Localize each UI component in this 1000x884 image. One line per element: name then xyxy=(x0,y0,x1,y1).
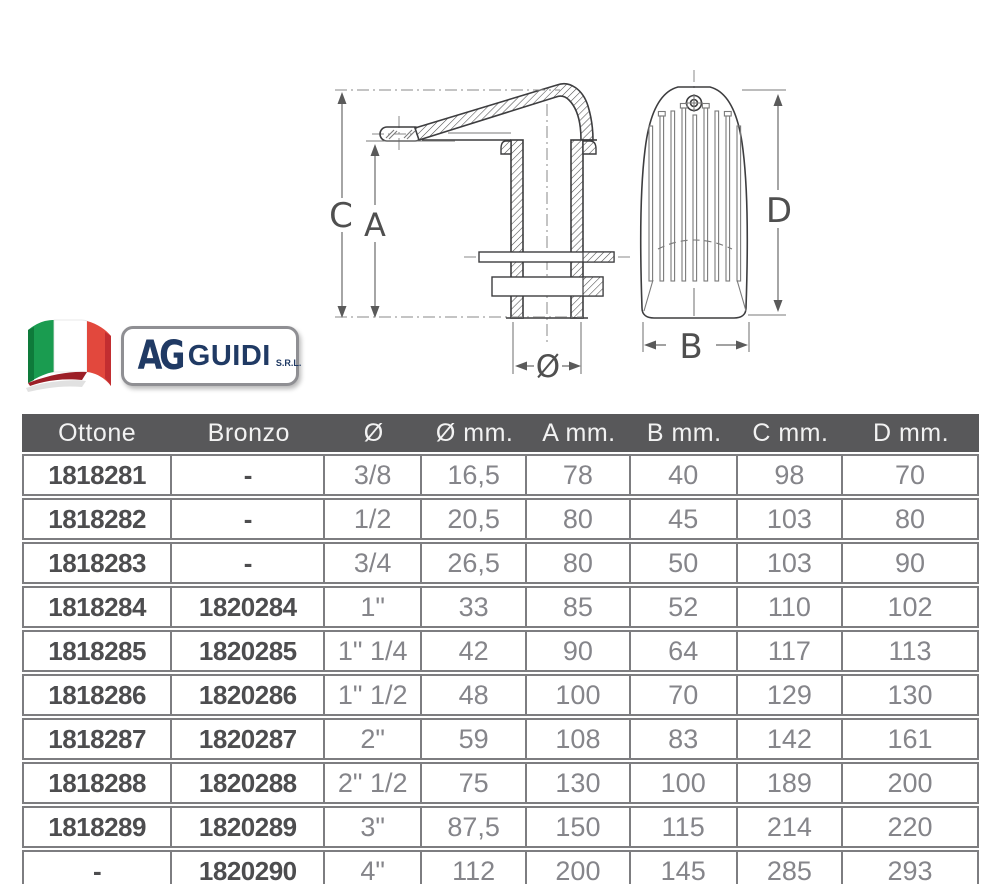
part-number-cell: 1818283 xyxy=(22,542,172,584)
dimension-cell: 33 xyxy=(422,586,527,628)
column-header-3: Ø mm. xyxy=(422,414,527,452)
dimension-cell: 52 xyxy=(631,586,738,628)
dimension-cell: 100 xyxy=(631,762,738,804)
part-number-cell: 1818287 xyxy=(22,718,172,760)
dimension-cell: 3/4 xyxy=(325,542,422,584)
ag-monogram-icon: AG xyxy=(137,333,183,379)
table-row xyxy=(22,498,979,540)
table-body xyxy=(22,454,979,884)
dim-label-c: C xyxy=(329,196,353,236)
part-number-cell: 1818285 xyxy=(22,630,172,672)
dimension-cell: 70 xyxy=(631,674,738,716)
dimension-cell: 26,5 xyxy=(422,542,527,584)
dimension-cell: 64 xyxy=(631,630,738,672)
dimension-cell: 200 xyxy=(843,762,979,804)
side-view-dimensions xyxy=(329,90,583,385)
dim-label-diameter: Ø xyxy=(535,349,561,385)
dimension-cell: 117 xyxy=(738,630,843,672)
dimension-cell: 108 xyxy=(527,718,630,760)
table-row xyxy=(22,806,979,848)
dim-label-b: B xyxy=(679,327,703,367)
dimension-cell: 4" xyxy=(325,850,422,884)
spec-table xyxy=(22,412,979,884)
dimension-cell: 80 xyxy=(843,498,979,540)
dimension-cell: 78 xyxy=(527,454,630,496)
dimension-cell: 189 xyxy=(738,762,843,804)
column-header-4: A mm. xyxy=(527,414,630,452)
part-number-cell: 1818289 xyxy=(22,806,172,848)
dimension-cell: 285 xyxy=(738,850,843,884)
table-row xyxy=(22,674,979,716)
dimension-cell: 200 xyxy=(527,850,630,884)
table-header xyxy=(22,414,979,452)
dimension-cell: 110 xyxy=(738,586,843,628)
column-header-2: Ø xyxy=(325,414,422,452)
dimension-cell: 1/2 xyxy=(325,498,422,540)
part-number-cell: - xyxy=(22,850,172,884)
part-number-cell: 1818282 xyxy=(22,498,172,540)
dimension-cell: 161 xyxy=(843,718,979,760)
dimension-cell: 102 xyxy=(843,586,979,628)
part-number-cell: 1820290 xyxy=(172,850,325,884)
dimension-cell: 112 xyxy=(422,850,527,884)
dimension-cell: 98 xyxy=(738,454,843,496)
dimension-cell: 70 xyxy=(843,454,979,496)
column-header-1: Bronzo xyxy=(172,414,325,452)
dimension-cell: 2" 1/2 xyxy=(325,762,422,804)
dimension-cell: 90 xyxy=(843,542,979,584)
dimension-cell: 293 xyxy=(843,850,979,884)
table-row xyxy=(22,850,979,884)
dimension-cell: 214 xyxy=(738,806,843,848)
company-suffix: S.R.L. xyxy=(275,358,302,368)
dimension-cell: 100 xyxy=(527,674,630,716)
part-number-cell: 1820287 xyxy=(172,718,325,760)
part-number-cell: - xyxy=(172,542,325,584)
dimension-cell: 75 xyxy=(422,762,527,804)
dim-label-a: A xyxy=(364,206,386,244)
part-number-cell: 1820288 xyxy=(172,762,325,804)
dimension-cell: 142 xyxy=(738,718,843,760)
grill-slots xyxy=(649,104,741,282)
dimension-cell: 3" xyxy=(325,806,422,848)
dimension-cell: 80 xyxy=(527,498,630,540)
front-view-dimensions xyxy=(643,90,792,367)
dimension-cell: 48 xyxy=(422,674,527,716)
header-row xyxy=(22,414,979,452)
table-row xyxy=(22,542,979,584)
dimension-cell: 1" xyxy=(325,586,422,628)
dimension-cell: 103 xyxy=(738,498,843,540)
company-name: GUIDI xyxy=(187,339,271,372)
part-number-cell: 1818286 xyxy=(22,674,172,716)
column-header-5: B mm. xyxy=(631,414,738,452)
dimension-cell: 1" 1/4 xyxy=(325,630,422,672)
dimension-cell: 87,5 xyxy=(422,806,527,848)
table-row xyxy=(22,630,979,672)
table-row xyxy=(22,718,979,760)
part-number-cell: 1818288 xyxy=(22,762,172,804)
dimension-cell: 129 xyxy=(738,674,843,716)
dimension-cell: 1" 1/2 xyxy=(325,674,422,716)
part-number-cell: 1820289 xyxy=(172,806,325,848)
part-number-cell: - xyxy=(172,498,325,540)
dimension-cell: 16,5 xyxy=(422,454,527,496)
dimension-cell: 150 xyxy=(527,806,630,848)
dimension-cell: 130 xyxy=(843,674,979,716)
dimension-cell: 3/8 xyxy=(325,454,422,496)
part-number-cell: 1820285 xyxy=(172,630,325,672)
column-header-7: D mm. xyxy=(843,414,979,452)
dimension-cell: 220 xyxy=(843,806,979,848)
part-number-cell: 1820284 xyxy=(172,586,325,628)
column-header-6: C mm. xyxy=(738,414,843,452)
dim-label-d: D xyxy=(765,191,793,231)
part-number-cell: - xyxy=(172,454,325,496)
dimension-cell: 45 xyxy=(631,498,738,540)
company-logo xyxy=(121,326,302,386)
part-number-cell: 1818284 xyxy=(22,586,172,628)
dimension-cell: 59 xyxy=(422,718,527,760)
dimension-cell: 85 xyxy=(527,586,630,628)
italian-flag-icon xyxy=(16,308,128,398)
side-view xyxy=(372,84,630,346)
dimension-cell: 42 xyxy=(422,630,527,672)
table-row xyxy=(22,454,979,496)
dimension-cell: 103 xyxy=(738,542,843,584)
column-header-0: Ottone xyxy=(22,414,172,452)
dimension-cell: 80 xyxy=(527,542,630,584)
dimension-cell: 50 xyxy=(631,542,738,584)
table-row xyxy=(22,586,979,628)
dimension-cell: 83 xyxy=(631,718,738,760)
dimension-cell: 2" xyxy=(325,718,422,760)
dimension-cell: 113 xyxy=(843,630,979,672)
part-number-cell: 1818281 xyxy=(22,454,172,496)
dimension-cell: 40 xyxy=(631,454,738,496)
front-view xyxy=(641,70,747,318)
table-row xyxy=(22,762,979,804)
part-number-cell: 1820286 xyxy=(172,674,325,716)
dimension-cell: 20,5 xyxy=(422,498,527,540)
dimension-cell: 130 xyxy=(527,762,630,804)
dimension-cell: 115 xyxy=(631,806,738,848)
dimension-cell: 90 xyxy=(527,630,630,672)
dimension-cell: 145 xyxy=(631,850,738,884)
